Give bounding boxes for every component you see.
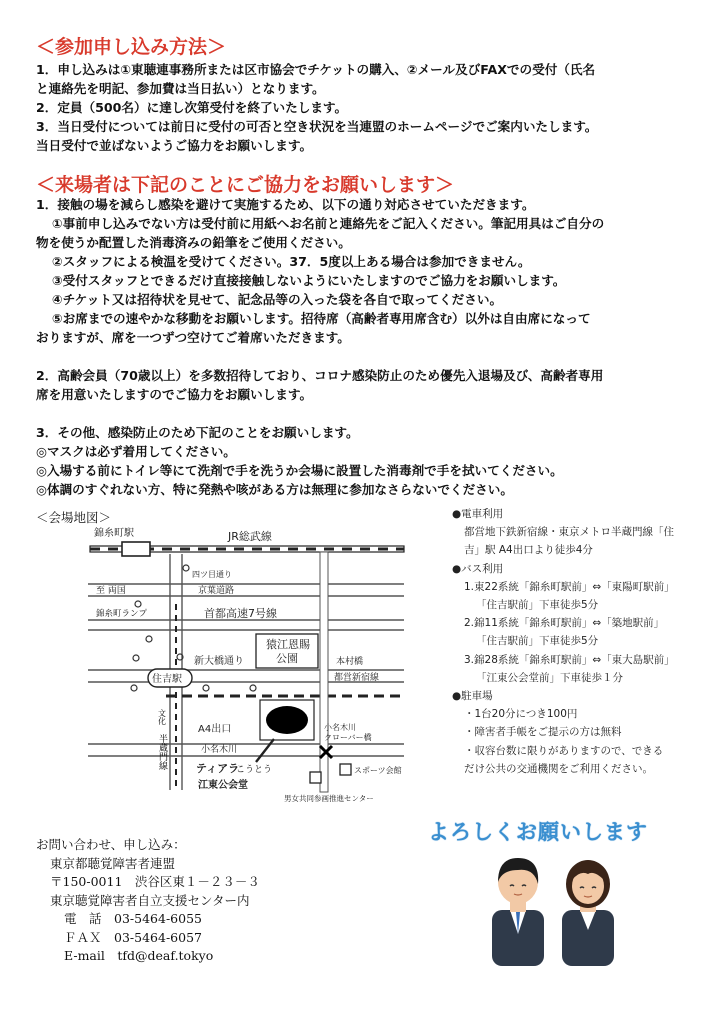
application-method-text	[36, 60, 696, 155]
contact-fax: ＦＡＸ 03-5464-6057	[64, 929, 202, 945]
venue-map	[86, 524, 416, 804]
map-label-park-1: 猿江恩賜	[266, 638, 310, 651]
access-line: 2.錦11系統「錦糸町駅前」⇔「築地駅前」	[464, 617, 665, 630]
bus-stop-icon	[203, 685, 209, 691]
text-line: おりますが、席を一つずつ空けてご着席いただきます。	[36, 330, 350, 345]
visitor-cooperation-text	[36, 195, 696, 499]
map-label-yotsume: 四ツ目通り	[192, 570, 232, 579]
map-label-sports: スポーツ会館	[354, 766, 402, 775]
text-line: 3．その他、感染防止のため下記のことをお願いします。	[36, 425, 359, 440]
map-label-keiyo: 京葉道路	[198, 586, 235, 596]
woman-figure	[562, 860, 614, 966]
map-label-hanzomon: 半蔵門線	[157, 734, 167, 770]
bus-stop-icon	[250, 685, 256, 691]
map-label-sumiyoshi: 住吉駅	[152, 674, 182, 685]
access-train-heading: ●電車利用	[452, 508, 504, 520]
text-line: 2．高齢会員（70歳以上）を多数招待しており、コロナ感染防止のため優先入退場及び、高齢者専用	[36, 368, 604, 383]
access-line: 吉」駅 A4出口より徒歩4分	[464, 544, 593, 557]
access-bus-heading: ●バス利用	[452, 562, 504, 575]
man-figure	[492, 858, 544, 966]
access-line: ・1台20分につき100円	[464, 708, 578, 721]
access-line: 「江東公会堂前」下車徒歩１分	[476, 671, 623, 684]
kinshicho-station-box	[122, 542, 150, 556]
venue-marker	[266, 706, 308, 734]
map-title: ＜会場地図＞	[36, 510, 112, 525]
text-line: 席を用意いたしますのでご協力をお願いします。	[36, 387, 313, 402]
map-label-park-2: 公園	[276, 652, 298, 665]
access-parking-heading: ●駐車場	[452, 690, 493, 703]
text-line: ⑤お席までの速やかな移動をお願いします。招待席（高齢者専用席含む）以外は自由席になって	[52, 311, 591, 326]
contact-address: 〒150-0011 渋谷区東１－２３－３	[50, 874, 260, 889]
access-line: 1.東22系統「錦糸町駅前」⇔「東陽町駅前」	[464, 580, 675, 593]
text-line: 3．当日受付については前日に受付の可否と空き状況を当連盟のホームページでご案内いたします。	[36, 119, 598, 134]
access-line: ・障害者手帳をご提示の方は無料	[464, 726, 622, 739]
sports-hall-mark	[340, 764, 351, 775]
map-label-onagi-2: クローバー橋	[324, 733, 372, 742]
access-line: ・収容台数に限りがありますので、できる	[464, 744, 664, 757]
onagi-street	[88, 744, 404, 756]
text-line: 1．接触の場を減らし感染を避けて実施するため、以下の通り対応させていただきます。	[36, 197, 535, 212]
map-label-venue-sub: 江東公会堂	[198, 780, 248, 791]
venue-pointer	[256, 739, 274, 762]
access-info	[452, 505, 704, 778]
text-line: ④チケット又は招待状を見せて、記念品等の入った袋を各自で取ってください。	[52, 292, 503, 307]
text-line: 2．定員（500名）に達し次第受付を終了いたします。	[36, 100, 348, 115]
text-line: ①事前申し込みでない方は受付前に用紙へお名前と連絡先をご記入ください。筆記用具はご自分の	[52, 216, 605, 231]
text-line: ◎体調のすぐれない方、特に発熱や咳がある方は無理に参加なさらないでください。	[36, 482, 513, 497]
map-label-onagi-1: 小名木川	[324, 723, 356, 732]
map-label-a4-exit: A4出口	[198, 724, 232, 735]
bowing-people-illustration	[484, 854, 624, 966]
map-label-onagigawa: 小名木川	[201, 745, 238, 755]
bus-stop-icon	[146, 636, 152, 642]
expressway-road	[88, 620, 404, 630]
text-line: ②スタッフによる検温を受けてください。37．5度以上ある場合は参加できません。	[52, 254, 531, 269]
map-label-bunka: 文化	[157, 709, 167, 725]
text-line: ◎入場する前にトイレ等にて洗剤で手を洗うか会場に設置した消毒剤で手を拭いてください。	[36, 463, 563, 478]
contact-org: 東京都聴覚障害者連盟	[50, 855, 176, 871]
text-line: ③受付スタッフとできるだけ直接接触しないようにいたしますのでご協力をお願いします。	[52, 273, 566, 288]
contact-center: 東京聴覚障害者自立支援センター内	[50, 892, 250, 908]
bus-stop-icon	[133, 655, 139, 661]
text-line: 当日受付で並ばないようご協力をお願いします。	[36, 138, 313, 153]
map-label-shinjuku-line: 都営新宿線	[334, 673, 380, 683]
text-line: 1．申し込みは①東聴連事務所または区市協会でチケットの購入、②メール及びFAXでの受付（氏名	[36, 62, 596, 77]
map-label-kinshicho: 錦糸町駅	[94, 528, 134, 539]
map-label-jr-line: JR総武線	[228, 530, 272, 543]
contact-tel: 電 話 03-5464-6055	[64, 911, 202, 926]
heading-visitor-cooperation: ＜来場者は下記のことにご協力をお願いします＞	[36, 174, 455, 196]
map-label-venue: ティアラ	[196, 762, 240, 775]
bus-stop-icon	[135, 601, 141, 607]
map-label-venue-kana: こうとう	[236, 765, 273, 775]
map-label-ryogoku: 至 両国	[96, 586, 126, 596]
bus-stop-icon	[131, 685, 137, 691]
map-label-expressway: 首都高速7号線	[204, 607, 277, 620]
contact-block	[36, 836, 260, 966]
heading-application-method: ＜参加申し込み方法＞	[36, 36, 227, 58]
yotsume-street	[88, 584, 404, 596]
access-line: 「住吉駅前」下車徒歩5分	[476, 635, 599, 648]
bus-stop-icon	[183, 565, 189, 571]
gender-center-mark	[310, 772, 321, 783]
contact-heading: お問い合わせ、申し込み：	[36, 837, 186, 852]
access-line: 3.錦28系統「錦糸町駅前」⇔「東大島駅前」	[464, 653, 675, 666]
thanks-message: よろしくお願いします	[428, 820, 648, 844]
access-line: 都営地下鉄新宿線・東京メトロ半蔵門線「住	[464, 526, 674, 539]
text-line: ◎マスクは必ず着用してください。	[36, 444, 236, 459]
contact-email[interactable]: E-mail tfd@deaf.tokyo	[64, 948, 214, 963]
map-label-ramp: 錦糸町ランプ	[96, 609, 148, 619]
map-label-honmura: 本村橋	[336, 657, 364, 667]
map-label-gender-center: 男女共同参画推進センター	[284, 794, 374, 803]
access-line: だけ公共の交通機関をご利用ください。	[464, 762, 653, 775]
access-line: 「住吉駅前」下車徒歩5分	[476, 599, 599, 612]
text-line: と連絡先を明記、参加費は当日払い）となります。	[36, 81, 325, 96]
map-label-oyokodori: 新大橋通り	[194, 656, 244, 667]
text-line: 物を使うか配置した消毒済みの鉛筆をご使用ください。	[36, 235, 351, 250]
